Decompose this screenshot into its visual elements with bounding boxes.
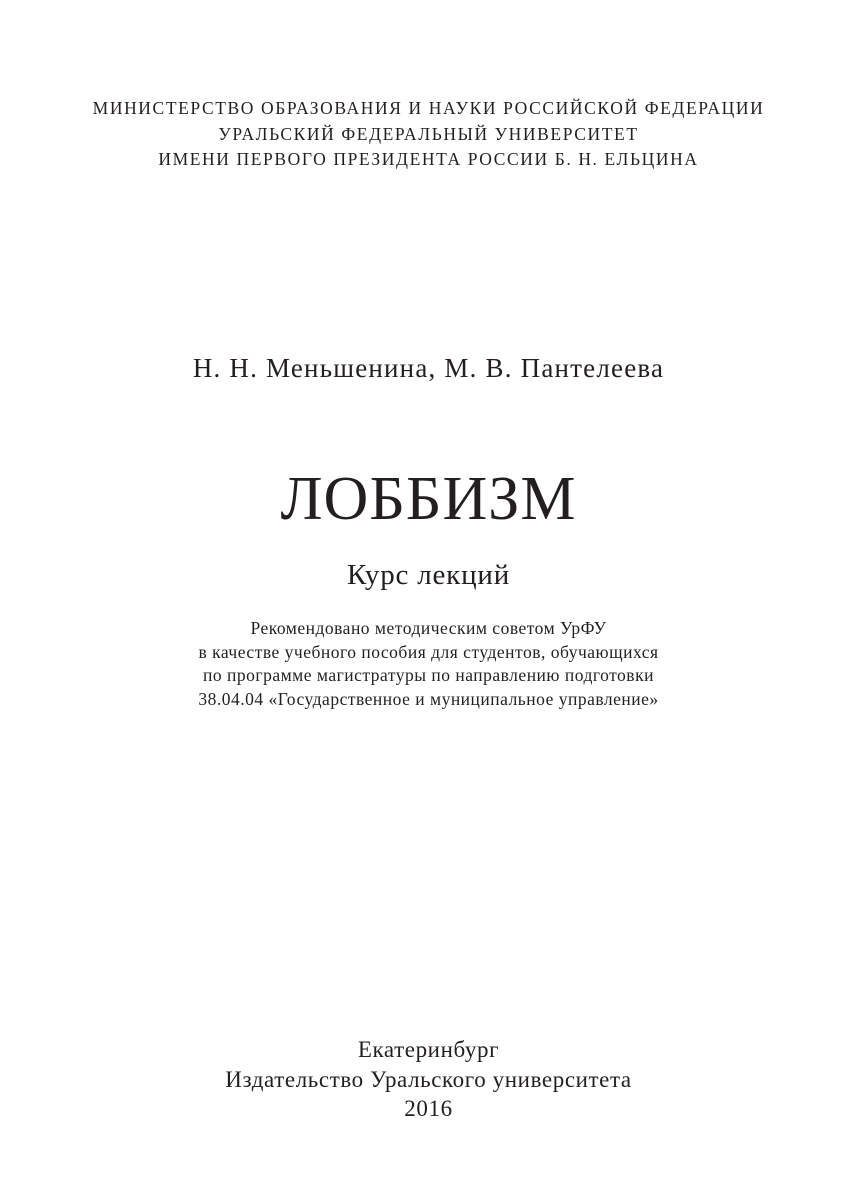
imprint-city: Екатеринбург [357,1037,500,1062]
recommendation-line-1: Рекомендовано методическим советом УрФУ [250,618,607,638]
recommendation-line-4: 38.04.04 «Государственное и муниципальное управление» [198,688,659,709]
imprint-year: 2016 [404,1096,453,1121]
university-name-line-1: УРАЛЬСКИЙ ФЕДЕРАЛЬНЫЙ УНИВЕРСИТЕТ [218,124,639,144]
recommendation-line-2: в качестве учебного пособия для студентов, обучающихся [198,641,659,662]
university-name-line-2: ИМЕНИ ПЕРВОГО ПРЕЗИДЕНТА РОССИИ Б. Н. ЕЛЬЦИНА [158,149,699,169]
recommendation-line-3: по программе магистратуры по направлению подготовки [203,665,654,685]
authors: Н. Н. Меньшенина, М. В. Пантелеева [192,353,665,383]
imprint [0,1035,857,1124]
recommendation-note [0,617,857,711]
university-header [0,122,857,172]
ministry-header [0,96,857,121]
book-title: ЛОББИЗМ [280,465,577,533]
ministry-name: МИНИСТЕРСТВО ОБРАЗОВАНИЯ И НАУКИ РОССИЙСКОЙ ФЕДЕРАЦИИ [92,98,765,118]
book-subtitle: Курс лекций [346,559,511,591]
imprint-publisher: Издательство Уральского университета [225,1066,632,1092]
